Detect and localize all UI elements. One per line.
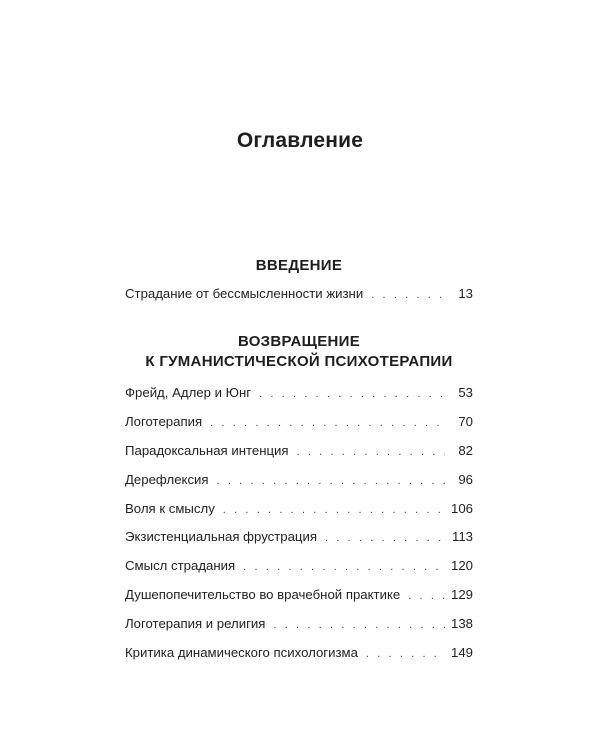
toc-entry[interactable] <box>125 645 473 674</box>
toc-entry-title: Смысл страдания <box>125 558 236 574</box>
toc-entry[interactable] <box>125 385 473 414</box>
dot-leader <box>217 475 445 487</box>
section-heading <box>125 332 473 372</box>
toc-entry-page-number: 96 <box>458 471 473 487</box>
toc-entry-title: Воля к смыслу <box>125 500 215 516</box>
dot-leader <box>273 619 445 631</box>
section-heading-line: ВОЗВРАЩЕНИЕ <box>237 333 361 350</box>
toc-entry[interactable] <box>125 472 473 501</box>
toc-entry[interactable] <box>125 414 473 443</box>
section-heading-line: ВВЕДЕНИЕ <box>255 257 343 274</box>
dot-leader <box>259 388 445 400</box>
toc-entry-page-number: 13 <box>458 286 473 301</box>
toc-entry[interactable] <box>125 587 473 616</box>
toc-entry-page-number: 82 <box>458 442 473 458</box>
dot-leader <box>325 532 445 544</box>
toc-entry-page-number: 53 <box>458 385 473 400</box>
toc-entry[interactable] <box>125 443 473 472</box>
toc-entry-title: Душепопечительство во врачебной практике <box>125 587 401 603</box>
toc-entry-page-number: 106 <box>450 500 473 516</box>
section-heading-line: К ГУМАНИСТИЧЕСКОЙ ПСИХОТЕРАПИИ <box>145 353 453 370</box>
dot-leader <box>366 648 445 660</box>
toc-entry-page-number: 138 <box>450 616 473 632</box>
toc-entry-title: Критика динамического психологизма <box>125 645 358 661</box>
dot-leader <box>371 289 445 301</box>
toc-entry-title: Парадоксальная интенция <box>125 442 289 458</box>
toc-section-introduction <box>125 256 473 315</box>
dot-leader <box>408 590 445 602</box>
dot-leader <box>223 504 445 516</box>
toc-entry-title: Фрейд, Адлер и Юнг <box>125 385 252 400</box>
toc-entry-page-number: 120 <box>450 558 473 574</box>
page-title: Оглавление <box>236 129 364 152</box>
dot-leader <box>243 561 445 573</box>
toc-entry-title: Дерефлексия <box>125 471 209 487</box>
section-heading <box>125 256 473 276</box>
toc-entry-page-number: 70 <box>458 413 473 429</box>
toc-entry-title: Страдание от бессмысленности жизни <box>125 286 364 301</box>
toc-section-return-to-humanistic-psychotherapy <box>125 332 473 674</box>
toc-entry[interactable] <box>125 558 473 587</box>
toc-entry-page-number: 149 <box>450 645 473 661</box>
toc-entry-page-number: 129 <box>450 587 473 603</box>
toc-entry[interactable] <box>125 501 473 530</box>
toc-entry[interactable] <box>125 529 473 558</box>
toc-entry[interactable] <box>125 286 473 315</box>
toc-entry[interactable] <box>125 616 473 645</box>
toc-entry-page-number: 113 <box>451 529 473 545</box>
dot-leader <box>297 446 445 458</box>
dot-leader <box>210 417 445 429</box>
toc-entry-title: Логотерапия и религия <box>125 616 266 632</box>
toc-entry-title: Экзистенциальная фрустрация <box>125 529 317 545</box>
toc-entry-title: Логотерапия <box>125 413 203 429</box>
